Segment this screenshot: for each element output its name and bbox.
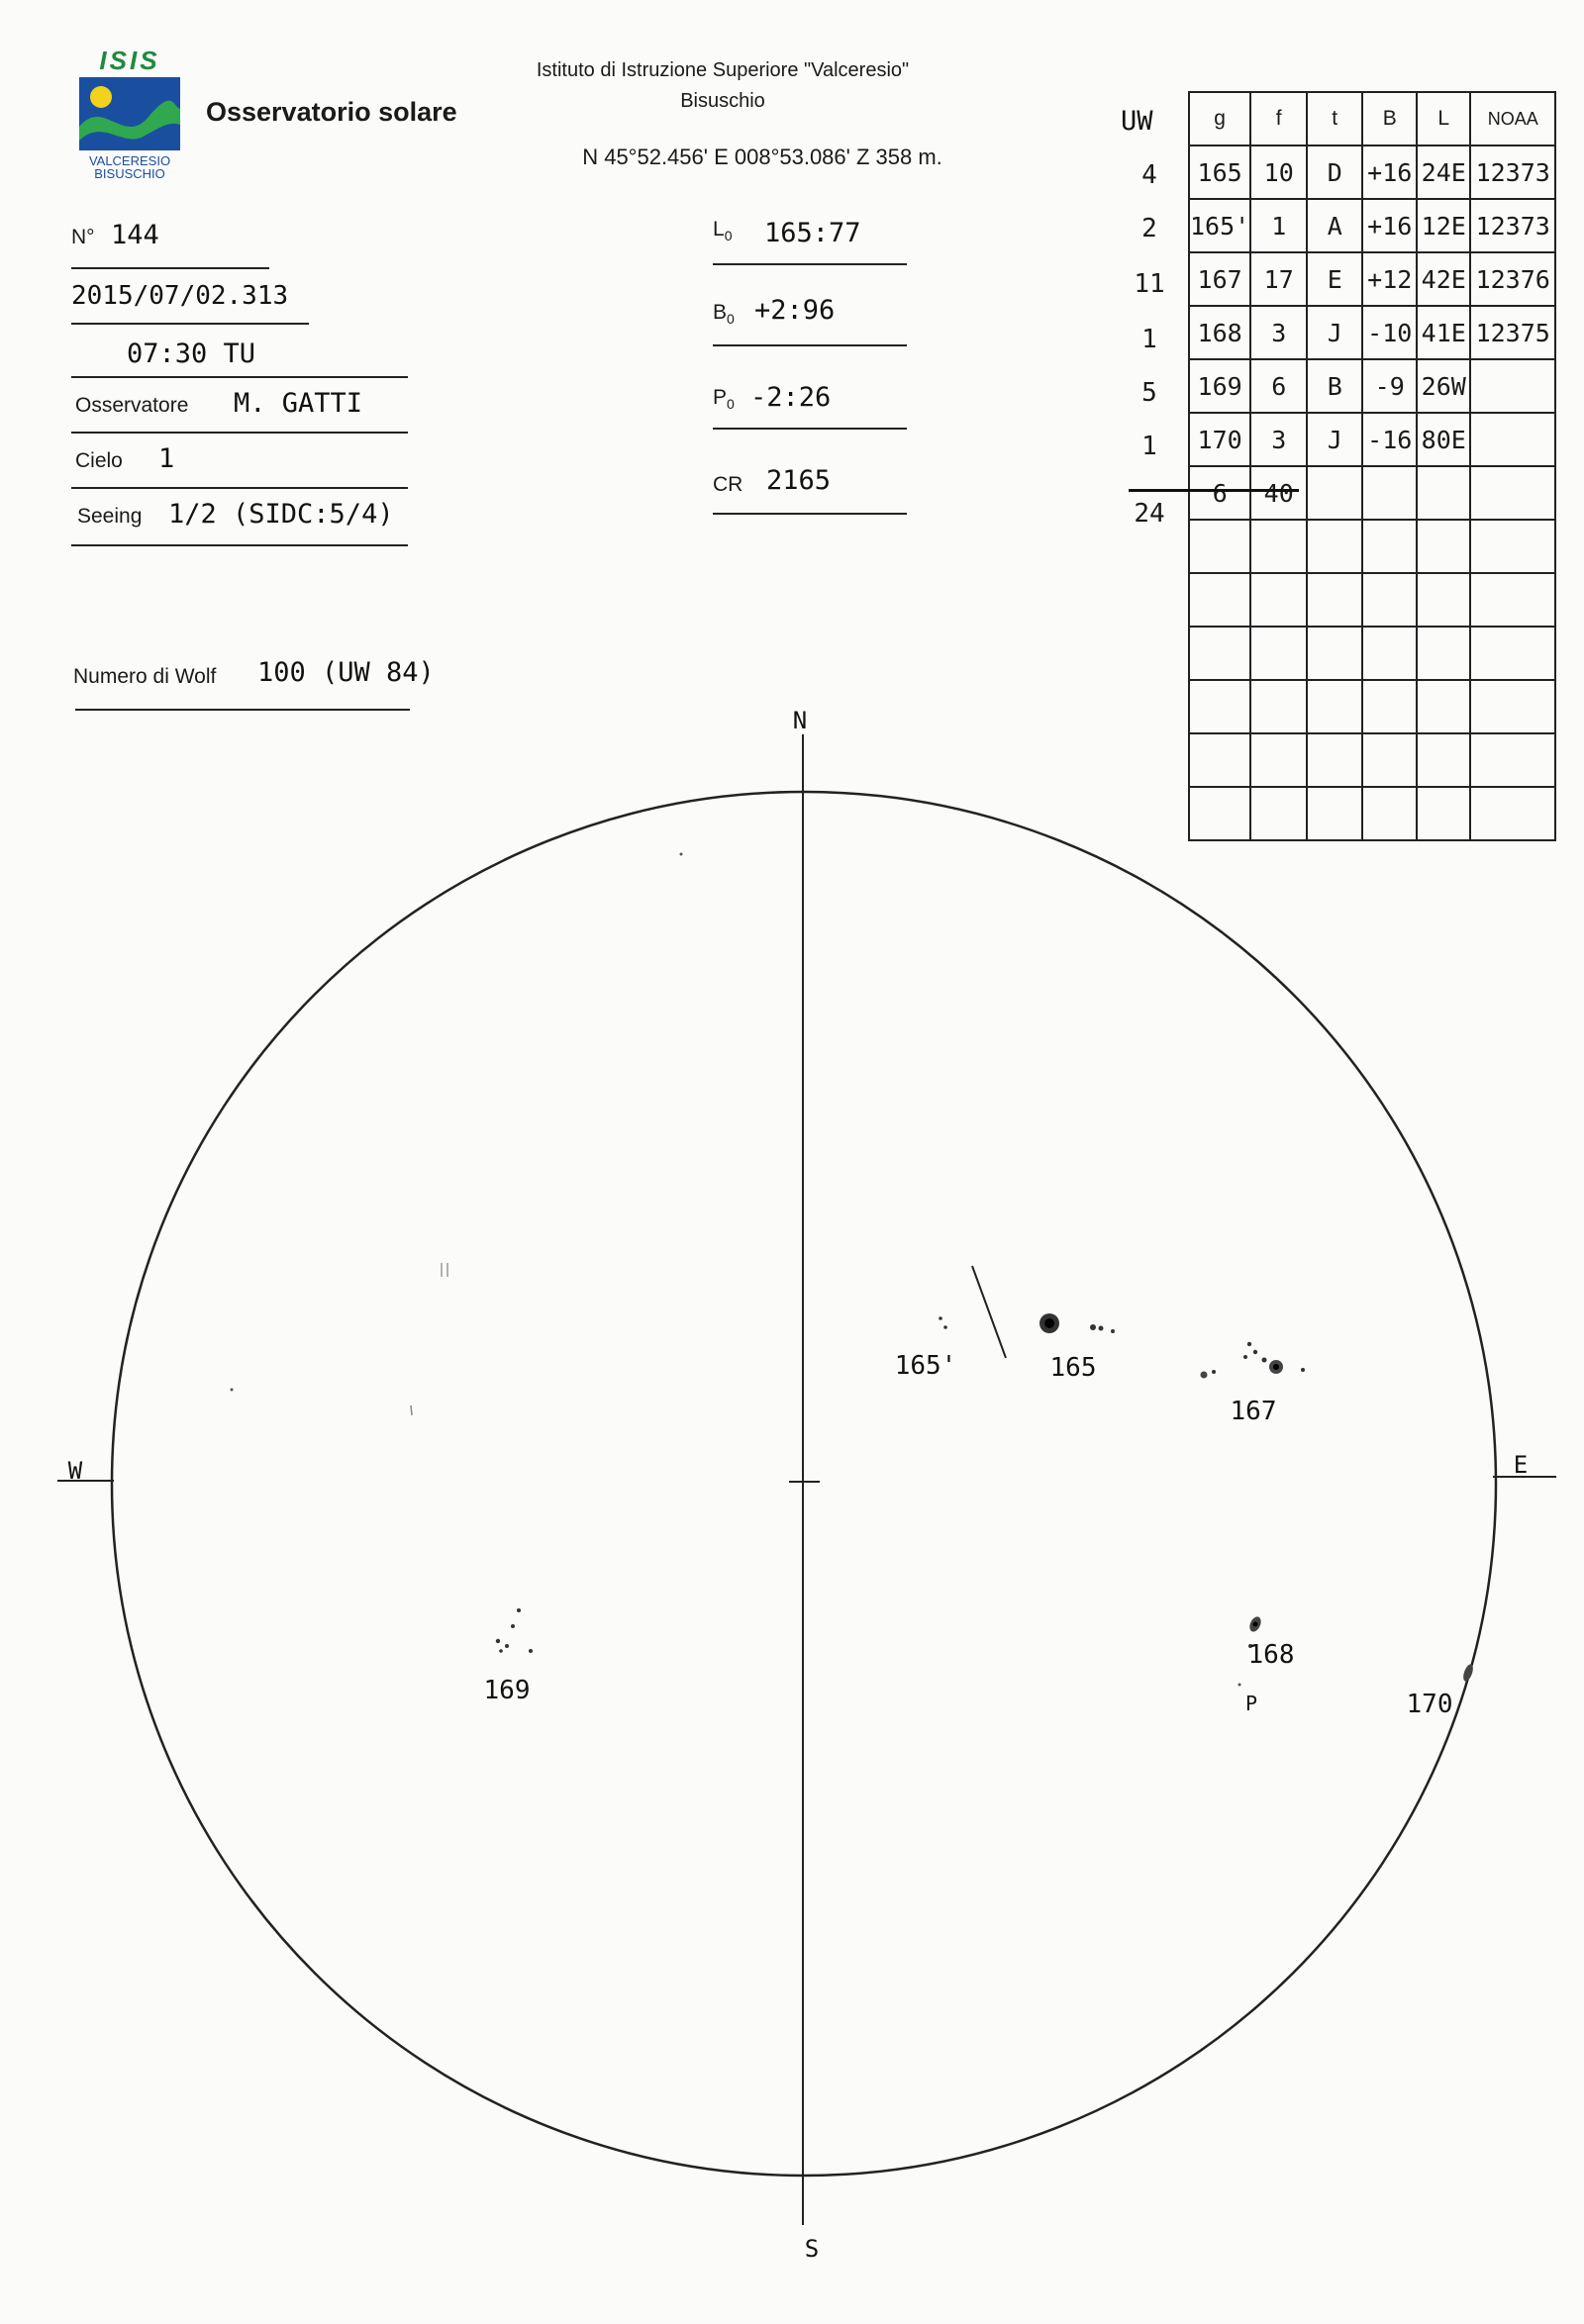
sunspot — [496, 1639, 500, 1643]
cell-noaa: 12373 — [1470, 199, 1555, 252]
sunspot — [1111, 1329, 1115, 1333]
header-b: B — [1362, 92, 1417, 145]
cell-l: 80E — [1417, 413, 1470, 466]
total-g: 6 — [1189, 466, 1250, 520]
station-coordinates: N 45°52.456' E 008°53.086' Z 358 m. — [582, 145, 942, 169]
sunspot — [529, 1649, 533, 1653]
west-label: W — [67, 1457, 83, 1485]
institute-name: Istituto di Istruzione Superiore "Valceresio" — [536, 59, 910, 81]
sunspot — [1099, 1326, 1104, 1331]
cell-b: +16 — [1362, 199, 1417, 252]
cell-l: 24E — [1417, 145, 1470, 199]
sunspot — [505, 1644, 509, 1648]
uw-value: 5 — [1141, 378, 1157, 408]
header-t: t — [1307, 92, 1362, 145]
group-label-170: 170 — [1406, 1690, 1453, 1719]
sunspot — [1243, 1355, 1247, 1359]
cell-g: 170 — [1189, 413, 1250, 466]
b0-label: $B_0$ — [713, 301, 735, 328]
mark — [680, 853, 683, 856]
cell-l: 41E — [1417, 306, 1470, 359]
cell-b: -16 — [1362, 413, 1417, 466]
sunspot — [517, 1608, 521, 1612]
observer-label: Osservatore — [75, 394, 189, 417]
uw-header: UW — [1121, 106, 1153, 137]
cell-f: 3 — [1250, 413, 1307, 466]
seeing-value: 1/2 (SIDC:5/4) — [168, 499, 394, 530]
logo-subtitle-1: VALCERESIO — [88, 153, 171, 168]
mark — [231, 1389, 234, 1392]
cell-noaa: 12375 — [1470, 306, 1555, 359]
cell-t: B — [1307, 359, 1362, 413]
sunspot-group-169 — [496, 1608, 533, 1653]
cell-t: D — [1307, 145, 1362, 199]
group-label-165p: 165' — [894, 1351, 957, 1381]
p0-label: $P_0$ — [713, 386, 735, 413]
cell-b: +16 — [1362, 145, 1417, 199]
south-label: S — [804, 2235, 820, 2263]
cell-f: 3 — [1250, 306, 1307, 359]
sunspot-umbra — [1273, 1364, 1279, 1370]
header-l: L — [1417, 92, 1470, 145]
cell-t: J — [1307, 306, 1362, 359]
sunspot-group-167 — [1201, 1342, 1306, 1379]
sunspot-group-165p — [939, 1316, 947, 1329]
l0-value: 165:77 — [764, 218, 861, 248]
cell-g: 169 — [1189, 359, 1250, 413]
uw-value: 4 — [1141, 160, 1157, 190]
sunspot — [939, 1316, 942, 1320]
observatory-title: Osservatorio solare — [206, 97, 457, 127]
cell-g: 168 — [1189, 306, 1250, 359]
cell-b: -10 — [1362, 306, 1417, 359]
sunspot — [1212, 1370, 1216, 1374]
sunspot — [943, 1325, 947, 1329]
pointer-165p — [972, 1266, 1006, 1358]
logo-subtitle-2: BISUSCHIO — [94, 166, 165, 181]
sunspot — [1090, 1324, 1096, 1330]
cell-noaa: 12376 — [1470, 252, 1555, 306]
cell-t: A — [1307, 199, 1362, 252]
cell-l: 26W — [1417, 359, 1470, 413]
cell-b: +12 — [1362, 252, 1417, 306]
sunspot — [499, 1649, 503, 1653]
cell-noaa: 12373 — [1470, 145, 1555, 199]
header-g: g — [1189, 92, 1250, 145]
uw-value: 11 — [1134, 269, 1165, 299]
cell-b: -9 — [1362, 359, 1417, 413]
p0-value: -2:26 — [750, 382, 832, 413]
sunspot — [1247, 1342, 1251, 1346]
l0-label: $L_0$ — [713, 218, 733, 244]
faint-marks — [231, 853, 1241, 1687]
header-f: f — [1250, 92, 1307, 145]
cell-f: 6 — [1250, 359, 1307, 413]
wolf-value: 100 (UW 84) — [257, 657, 435, 688]
label-p: P — [1244, 1692, 1258, 1715]
sunspot-group-170 — [1461, 1663, 1475, 1683]
cell-f: 1 — [1250, 199, 1307, 252]
cr-label: CR — [713, 473, 743, 496]
uw-value: 1 — [1141, 432, 1157, 461]
sunspot — [1201, 1372, 1208, 1379]
institute-town: Bisuschio — [680, 90, 765, 112]
sunspot — [1301, 1368, 1305, 1372]
sunspot-umbra — [1044, 1318, 1054, 1328]
cell-g: 165 — [1189, 145, 1250, 199]
number-value: 144 — [111, 220, 159, 250]
group-label-167: 167 — [1230, 1397, 1277, 1426]
cell-g: 165' — [1189, 199, 1250, 252]
mark — [1238, 1684, 1241, 1687]
sky-label: Cielo — [75, 449, 123, 472]
uw-total: 24 — [1134, 499, 1165, 529]
sunspot-group-165 — [1040, 1313, 1115, 1333]
sunspot — [1253, 1350, 1257, 1354]
group-label-168: 168 — [1247, 1640, 1295, 1670]
cell-t: J — [1307, 413, 1362, 466]
group-label-169: 169 — [483, 1676, 531, 1705]
sunspot-umbra — [1253, 1622, 1258, 1627]
time-value: 07:30 TU — [127, 339, 256, 369]
cell-g: 167 — [1189, 252, 1250, 306]
east-label: E — [1513, 1451, 1529, 1479]
cell-l: 12E — [1417, 199, 1470, 252]
north-label: N — [792, 707, 808, 734]
cell-t: E — [1307, 252, 1362, 306]
seeing-label: Seeing — [77, 505, 143, 528]
cell-f: 17 — [1250, 252, 1307, 306]
mark — [411, 1405, 412, 1415]
date-value: 2015/07/02.313 — [71, 281, 289, 311]
uw-value: 1 — [1141, 325, 1157, 354]
cell-f: 10 — [1250, 145, 1307, 199]
header-noaa: NOAA — [1470, 92, 1555, 145]
number-label: N° — [71, 226, 95, 248]
cell-l: 42E — [1417, 252, 1470, 306]
total-f: 40 — [1250, 466, 1307, 520]
sky-value: 1 — [158, 443, 175, 474]
uw-value: 2 — [1141, 214, 1157, 243]
sunspot — [1461, 1663, 1475, 1683]
wolf-label: Numero di Wolf — [73, 665, 217, 688]
observer-value: M. GATTI — [234, 388, 363, 419]
cr-value: 2165 — [766, 465, 832, 496]
sunspot — [1262, 1358, 1267, 1363]
group-label-165: 165 — [1049, 1353, 1097, 1383]
sunspot — [511, 1624, 515, 1628]
b0-value: +2:96 — [754, 295, 836, 326]
logo-text: ISIS — [99, 46, 160, 75]
